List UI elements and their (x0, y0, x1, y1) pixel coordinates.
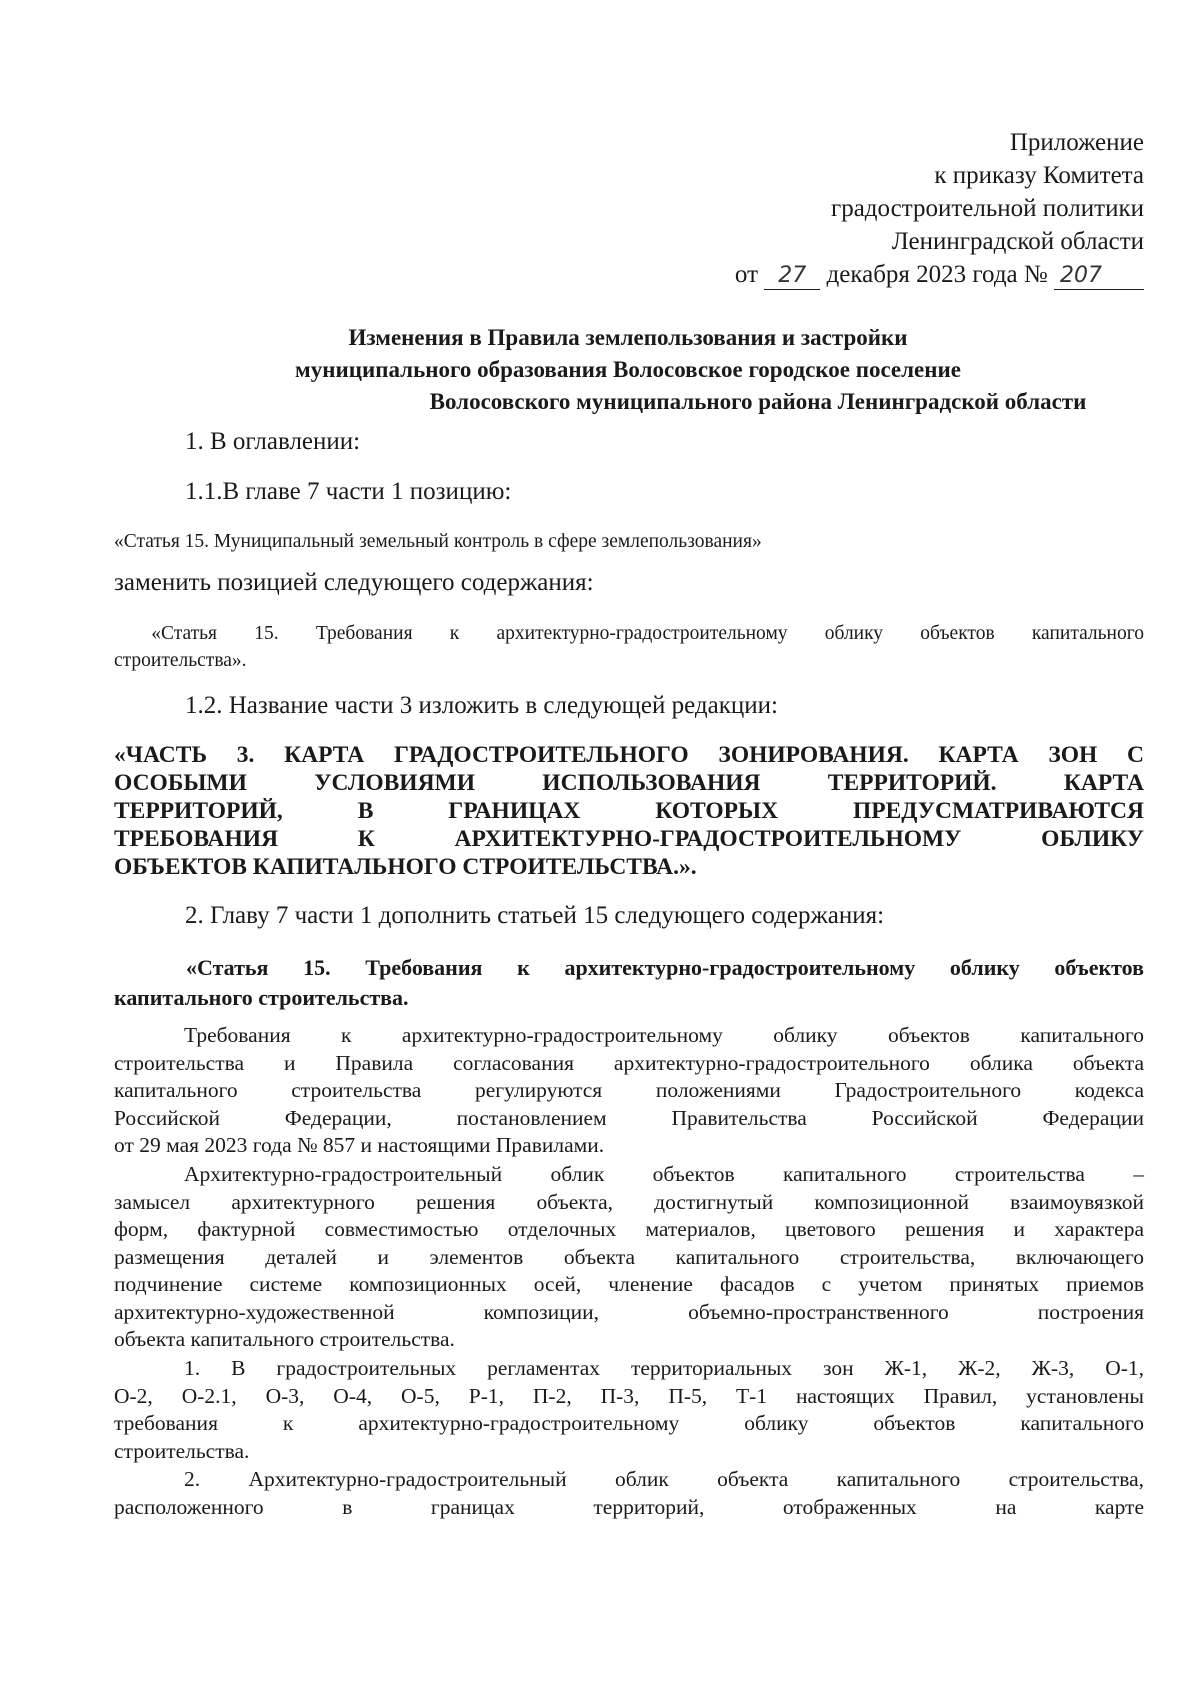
appendix-header (735, 126, 1144, 291)
paragraph-line: капитального строительства регулируются положениями Градостроительного кодекса (114, 1078, 1144, 1102)
paragraph-line: требования к архитектурно-градостроительному облику объектов капитального (114, 1411, 1144, 1435)
paragraph-line: строительства. (114, 1438, 250, 1463)
paragraph-line: форм, фактурной совместимостью отделочных материалов, цветового решения и характера (114, 1217, 1144, 1241)
title-line: Изменения в Правила землепользования и застройки (348, 325, 908, 350)
paragraph-line: размещения деталей и элементов объекта капитального строительства, включающего (114, 1244, 1144, 1269)
article-15-heading (114, 953, 1144, 1013)
title-line: Волосовского муниципального района Ленинградской области (429, 389, 1087, 414)
quote-new-line: строительства». (114, 650, 247, 671)
handwritten-number: 207 (1054, 263, 1144, 290)
paragraph-appearance (114, 1466, 1144, 1521)
appendix-line: Приложение (1009, 129, 1144, 156)
paragraph-line: 1. В градостроительных регламентах территориальных зон Ж-1, Ж-2, Ж-3, О-1, (184, 1356, 1144, 1380)
date-rest: декабря 2023 года № (826, 261, 1048, 288)
article-heading-line: капитального строительства. (114, 985, 409, 1010)
paragraph-line: замысел архитектурного решения объекта, достигнутый композиционной взаимоувязкой (114, 1189, 1144, 1214)
item-1: 1. В оглавлении: (185, 428, 361, 455)
paragraph-definition (114, 1161, 1144, 1354)
paragraph-line: Архитектурно-градостроительный облик объектов капитального строительства – (184, 1162, 1144, 1186)
paragraph-line: Требования к архитектурно-градостроительному облику объектов капитального (184, 1023, 1144, 1047)
handwritten-day: 27 (764, 263, 820, 290)
item-1-2: 1.2. Название части 3 изложить в следующей редакции: (185, 692, 778, 719)
replace-text: заменить позицией следующего содержания: (114, 569, 594, 596)
appendix-line: к приказу Комитета (934, 162, 1144, 189)
paragraph-line: 2. Архитектурно-градостроительный облик объекта капитального строительства, (184, 1467, 1144, 1491)
item-2: 2. Главу 7 части 1 дополнить статьей 15 следующего содержания: (185, 902, 885, 929)
paragraph-line: О-2, О-2.1, О-3, О-4, О-5, Р-1, П-2, П-3, П-5, Т-1 настоящих Правил, установлены (114, 1383, 1144, 1408)
paragraph-line: Российской Федерации, постановлением Правительства Российской Федерации (114, 1105, 1144, 1130)
quote-new-line: «Статья 15. Требования к архитектурно-градостроительному облику объектов капитального (114, 623, 1144, 644)
paragraph-line: расположенного в границах территорий, отображенных на карте (114, 1494, 1144, 1519)
appendix-line: Ленинградской области (891, 228, 1144, 255)
paragraph-zones (114, 1355, 1144, 1465)
appendix-line: градостроительной политики (830, 195, 1144, 222)
paragraph-line: подчинение системе композиционных осей, членение фасадов с учетом принятых приемов (114, 1272, 1144, 1296)
date-prefix: от (734, 261, 759, 288)
article-heading-line: «Статья 15. Требования к архитектурно-градостроительному облику объектов (186, 955, 1144, 980)
appendix-date-line (735, 258, 1144, 291)
caps-line: ОСОБЫМИ УСЛОВИЯМИ ИСПОЛЬЗОВАНИЯ ТЕРРИТОРИЙ. КАРТА (114, 770, 1144, 796)
part-3-title-caps (114, 741, 1144, 881)
caps-line: ОБЪЕКТОВ КАПИТАЛЬНОГО СТРОИТЕЛЬСТВА.». (114, 854, 697, 880)
document-title (112, 322, 1144, 418)
paragraph-line: архитектурно-художественной композиции, объемно-пространственного построения (114, 1299, 1144, 1324)
title-line: муниципального образования Волосовское городское поселение (295, 357, 961, 382)
item-1-1: 1.1.В главе 7 части 1 позицию: (185, 478, 512, 505)
caps-line: «ЧАСТЬ 3. КАРТА ГРАДОСТРОИТЕЛЬНОГО ЗОНИРОВАНИЯ. КАРТА ЗОН С (114, 742, 1144, 768)
paragraph-requirements (114, 1022, 1144, 1160)
caps-line: ТРЕБОВАНИЯ К АРХИТЕКТУРНО-ГРАДОСТРОИТЕЛЬНОМУ ОБЛИКУ (114, 826, 1144, 852)
paragraph-line: строительства и Правила согласования архитектурно-градостроительного облика объекта (114, 1050, 1144, 1075)
quote-new-position (114, 620, 1144, 674)
paragraph-line: объекта капитального строительства. (114, 1327, 455, 1351)
quote-old-position: «Статья 15. Муниципальный земельный контроль в сфере землепользования» (114, 531, 762, 552)
paragraph-line: от 29 мая 2023 года № 857 и настоящими Правилами. (114, 1133, 605, 1157)
caps-line: ТЕРРИТОРИЙ, В ГРАНИЦАХ КОТОРЫХ ПРЕДУСМАТРИВАЮТСЯ (114, 798, 1144, 824)
